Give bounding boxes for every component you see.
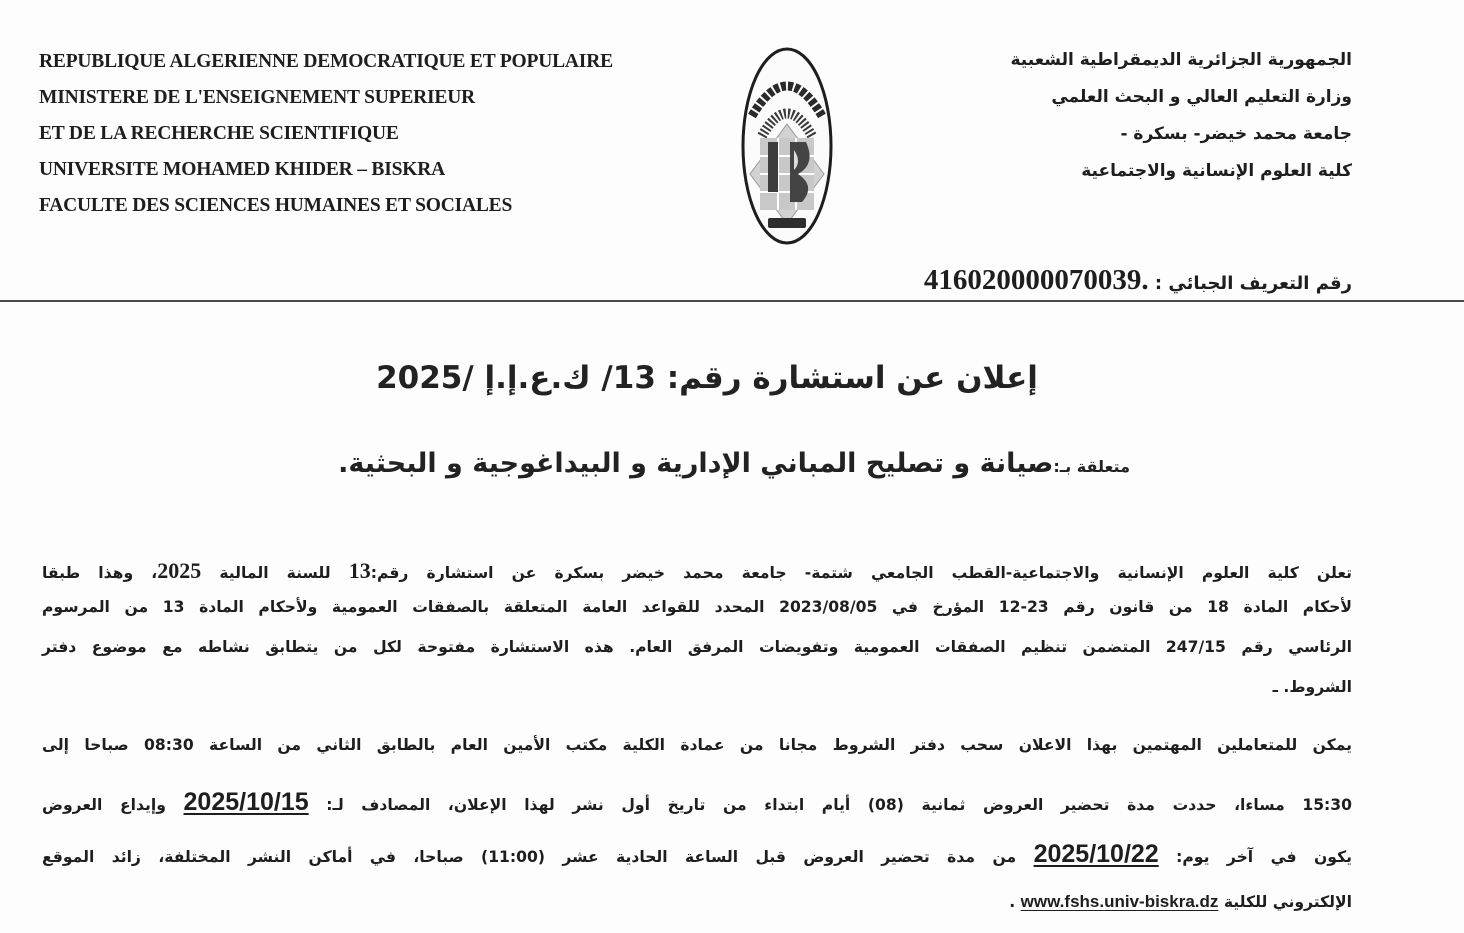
body-line: يمكن للمتعاملين المهتمين بهذا الاعلان سحب دفتر الشروط مجانا من عمادة الكلية مكتب الأمين العام بالطابق الثاني من الساعة 08:30 صباحا إلى [42, 736, 1352, 754]
body-line [42, 558, 1352, 598]
arabic-header-line: كلية العلوم الإنسانية والاجتماعية [1081, 161, 1352, 181]
text: من مدة تحضير العروض قبل الساعة الحادية عشر (11:00) صباحا، في أماكن النشر المختلفة، زائد الموقع [42, 848, 1034, 866]
deadline-date: 2025/10/22 [1033, 840, 1159, 868]
faculty-website-link[interactable]: www.fshs.univ-biskra.dz [1020, 892, 1219, 911]
french-header-line: FACULTE DES SCIENCES HUMAINES ET SOCIALES [39, 195, 513, 216]
text: الإلكتروني للكلية [1218, 893, 1352, 911]
text: للسنة المالية [201, 564, 349, 582]
body-line [42, 892, 1352, 932]
body-line: لأحكام المادة 18 من قانون رقم 23-12 المؤرخ في 2023/08/05 المحدد للقواعد العامة المتعلقة بالصفقات العمومية ولأحكام المادة 13 من المرسوم [42, 598, 1353, 616]
body-line [42, 788, 1352, 840]
arabic-header [1011, 42, 1353, 190]
text: يكون في آخر يوم: [1158, 848, 1352, 866]
subtitle-text: صيانة و تصليح المباني الإدارية و البيداغوجية و البحثية. [338, 448, 1054, 479]
subtitle-prefix: متعلقة بـ: [1053, 457, 1130, 476]
announcement-title-text: إعلان عن استشارة رقم: 13/ ك.ع.إ.إ /2025 [376, 360, 1038, 396]
text: تعلن كلية العلوم الإنسانية والاجتماعية-القطب الجامعي شتمة- جامعة محمد خيضر بسكرة عن استشارة رقم: [370, 564, 1352, 582]
fiscal-year: 2025 [157, 558, 202, 583]
body-paragraph-2 [42, 736, 1352, 932]
university-seal-icon [740, 46, 834, 246]
arabic-header-line: جامعة محمد خيضر- بسكرة - [1120, 124, 1352, 144]
french-header-line: MINISTERE DE L'ENSEIGNEMENT SUPERIEUR [39, 87, 475, 108]
text: وإيداع العروض [42, 796, 184, 814]
french-header [39, 44, 613, 224]
arabic-header-line: وزارة التعليم العالي و البحث العلمي [1051, 87, 1352, 107]
tax-id-label: رقم التعريف الجبائي : [1154, 273, 1352, 294]
body-line [42, 840, 1352, 892]
text: ، وهذا طبقا [42, 564, 158, 582]
body-line: الشروط. ـ [1272, 678, 1352, 696]
body-line: الرئاسي رقم 247/15 المتضمن تنظيم الصفقات العمومية وتفويضات المرفق العام. هذه الاستشارة مفتوحة لكل من يتطابق نشاطه مع موضوع دفتر [42, 638, 1352, 656]
french-header-line: REPUBLIQUE ALGERIENNE DEMOCRATIQUE ET POPULAIRE [39, 51, 613, 72]
announcement-subtitle [338, 448, 1130, 479]
announcement-title [0, 360, 1464, 396]
university-logo [740, 46, 834, 246]
tax-id-value: 416020000070039. [923, 264, 1149, 296]
french-header-line: UNIVERSITE MOHAMED KHIDER – BISKRA [39, 159, 446, 180]
header-divider [0, 300, 1464, 302]
consultation-number: 13 [348, 558, 371, 583]
text: 15:30 مساءا، حددت مدة تحضير العروض ثمانية (08) أيام ابتداء من تاريخ أول نشر لهذا الإعلان، المصادف لـ: [308, 796, 1352, 814]
publication-date: 2025/10/15 [183, 788, 309, 816]
arabic-header-line: الجمهورية الجزائرية الديمقراطية الشعبية [1010, 50, 1352, 70]
tax-id-line [924, 264, 1352, 297]
french-header-line: ET DE LA RECHERCHE SCIENTIFIQUE [39, 123, 399, 144]
text: . [1009, 893, 1021, 911]
body-paragraph-1 [42, 558, 1352, 714]
